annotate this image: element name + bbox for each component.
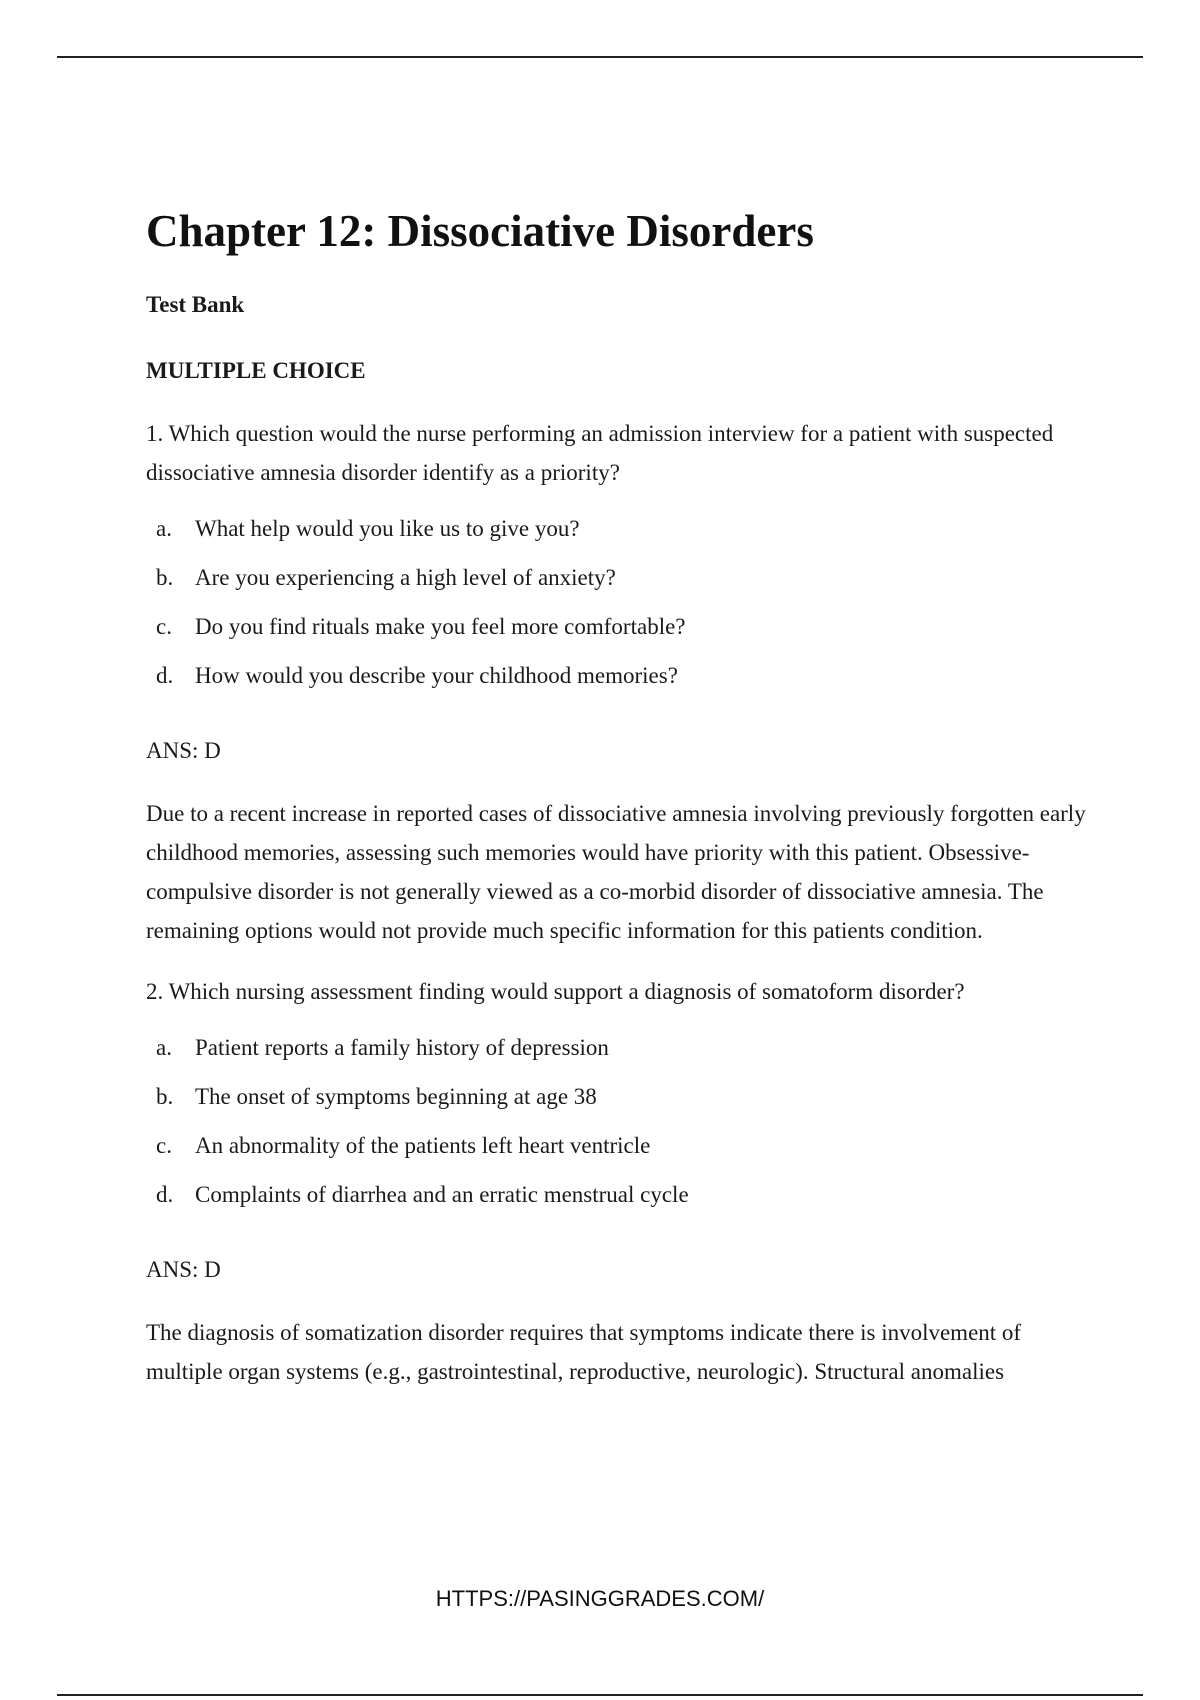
option-letter: d.	[156, 1182, 174, 1207]
option-text: How would you describe your childhood memories?	[195, 663, 678, 688]
option-text: Complaints of diarrhea and an erratic menstrual cycle	[195, 1182, 689, 1207]
option-letter: a.	[156, 516, 172, 541]
option-item	[146, 1082, 1096, 1112]
footer-url: HTTPS://PASINGGRADES.COM/	[435, 1586, 765, 1611]
test-bank-label: Test Bank	[146, 292, 245, 317]
question-2: 2. Which nursing assessment finding would support a diagnosis of somatoform disorder?	[146, 979, 965, 1004]
option-text: An abnormality of the patients left heart ventricle	[195, 1133, 651, 1158]
section-heading: MULTIPLE CHOICE	[146, 358, 366, 383]
option-letter: c.	[156, 614, 172, 639]
option-text: Are you experiencing a high level of anxiety?	[195, 565, 616, 590]
option-item	[146, 612, 1096, 642]
option-item	[146, 661, 1096, 691]
question-1-rationale: Due to a recent increase in reported cases of dissociative amnesia involving previously forgotten early childhood memories, assessing such memories would have priority with this patient. Obsessive-compulsive disorder is not generally viewed as a co-morbid disorder of dissociative amnesia. The remaining options would not provide much specific information for this patients condition.	[146, 801, 1086, 943]
question-1-options	[146, 514, 1096, 691]
top-rule	[57, 56, 1143, 58]
option-item	[146, 514, 1096, 544]
option-letter: b.	[156, 1084, 174, 1109]
question-2-answer: ANS: D	[146, 1257, 221, 1282]
option-item	[146, 563, 1096, 593]
option-text: Patient reports a family history of depression	[195, 1035, 609, 1060]
option-item	[146, 1180, 1096, 1210]
option-text: What help would you like us to give you?	[195, 516, 580, 541]
option-letter: c.	[156, 1133, 172, 1158]
option-text: Do you find rituals make you feel more comfortable?	[195, 614, 686, 639]
option-text: The onset of symptoms beginning at age 38	[195, 1084, 597, 1109]
question-1-answer: ANS: D	[146, 738, 221, 763]
option-item	[146, 1131, 1096, 1161]
option-letter: a.	[156, 1035, 172, 1060]
question-2-options	[146, 1033, 1096, 1210]
option-letter: b.	[156, 565, 174, 590]
document-body	[146, 200, 1096, 1391]
option-item	[146, 1033, 1096, 1063]
question-2-rationale: The diagnosis of somatization disorder requires that symptoms indicate there is involvement of multiple organ systems (e.g., gastrointestinal, reproductive, neurologic). Structural anomalies	[146, 1320, 1022, 1384]
bottom-rule	[57, 1694, 1143, 1696]
chapter-title: Chapter 12: Dissociative Disorders	[146, 206, 814, 256]
question-1: 1. Which question would the nurse performing an admission interview for a patient with suspected dissociative amnesia disorder identify as a priority?	[146, 421, 1054, 485]
option-letter: d.	[156, 663, 174, 688]
